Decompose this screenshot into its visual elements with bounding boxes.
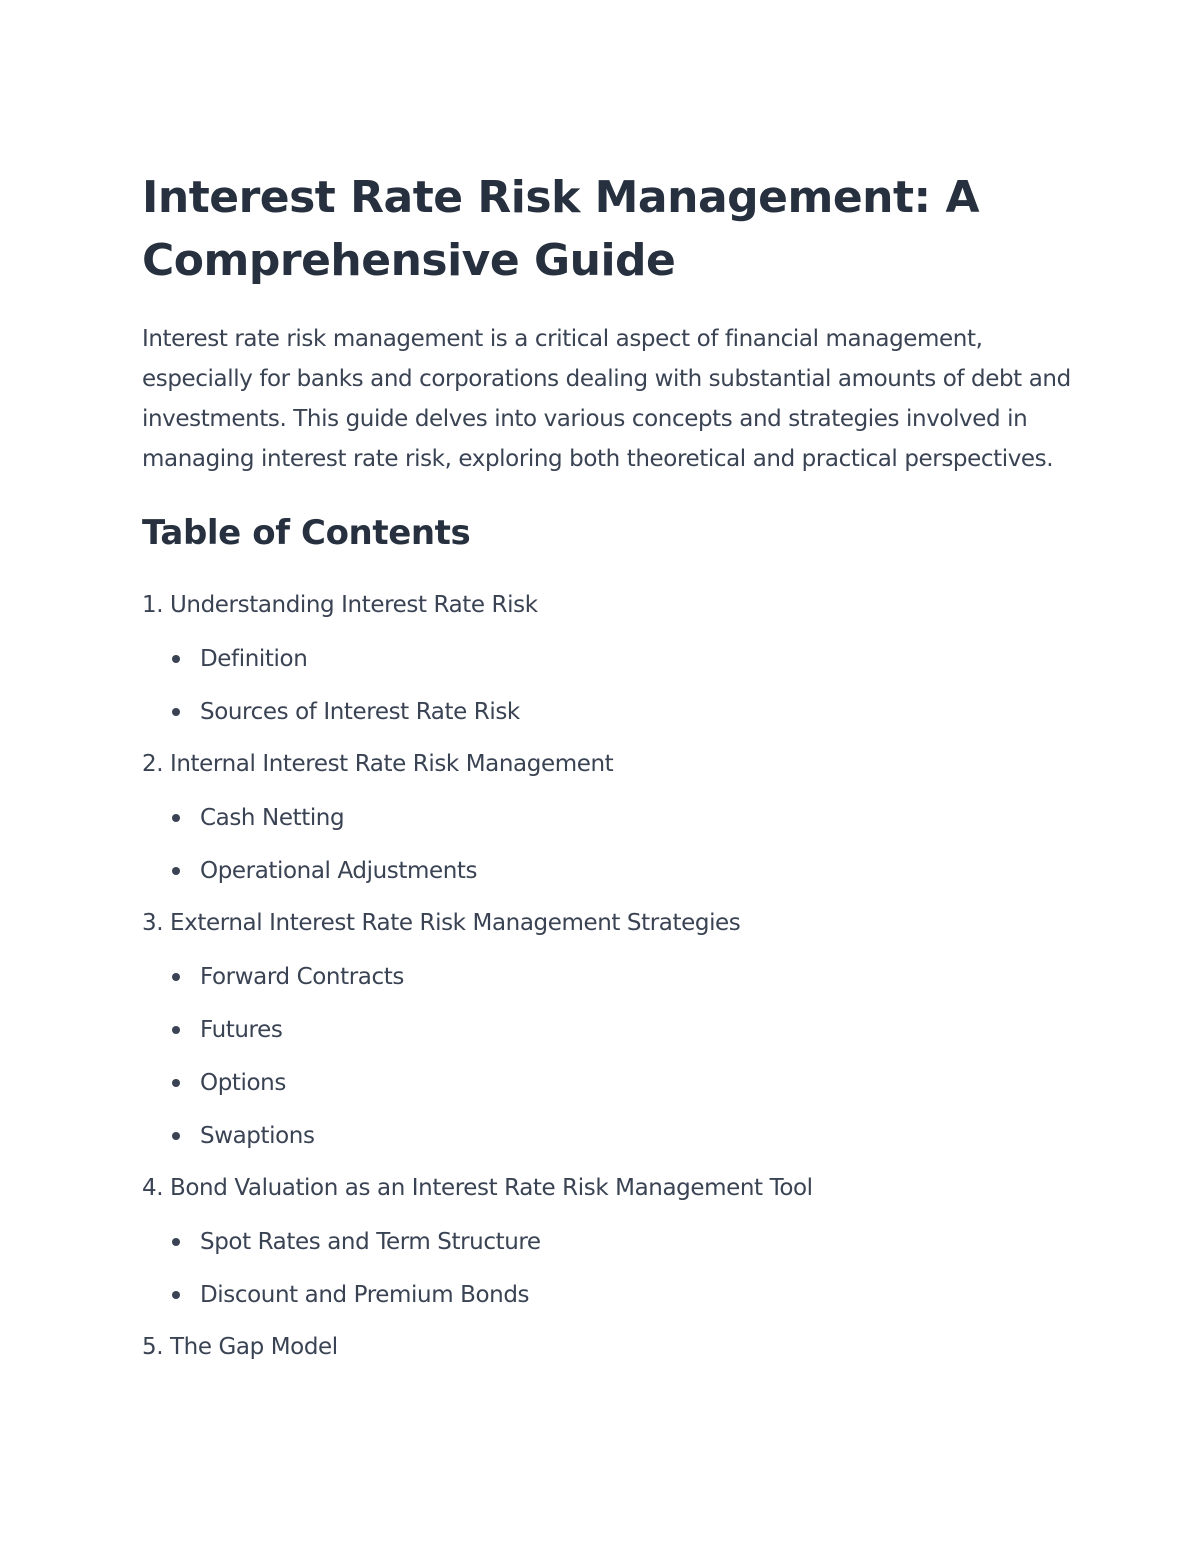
toc-subitem-label: Forward Contracts [200, 963, 404, 990]
toc-number: 5. [142, 1334, 164, 1360]
toc-subitem [142, 685, 1072, 738]
toc-subitem [142, 1215, 1072, 1268]
toc-entry-row [142, 579, 1072, 632]
toc-sublist [142, 791, 1072, 897]
bullet-icon [172, 1291, 180, 1299]
toc-subitem-label: Cash Netting [200, 804, 345, 831]
bullet-icon [172, 1079, 180, 1087]
toc-sublist [142, 1215, 1072, 1321]
toc-subitem [142, 1268, 1072, 1321]
toc-item [142, 897, 1072, 1162]
toc-number: 1. [142, 592, 164, 618]
toc-entry-row [142, 1162, 1072, 1215]
toc-list [142, 579, 1072, 1374]
toc-entry-row [142, 897, 1072, 950]
toc-subitem [142, 632, 1072, 685]
toc-number: 4. [142, 1175, 164, 1201]
bullet-icon [172, 867, 180, 875]
toc-heading: Table of Contents [142, 513, 471, 553]
bullet-icon [172, 1132, 180, 1140]
toc-subitem [142, 1056, 1072, 1109]
bullet-icon [172, 1026, 180, 1034]
toc-subitem-label: Options [200, 1069, 286, 1096]
toc-subitem [142, 791, 1072, 844]
toc-item [142, 579, 1072, 738]
bullet-icon [172, 973, 180, 981]
bullet-icon [172, 655, 180, 663]
bullet-icon [172, 1238, 180, 1246]
toc-item [142, 738, 1072, 897]
toc-subitem [142, 844, 1072, 897]
document-title: Interest Rate Risk Management: A Comprehensive Guide [142, 172, 979, 286]
toc-number: 2. [142, 751, 164, 777]
toc-subitem [142, 1003, 1072, 1056]
toc-item [142, 1162, 1072, 1321]
toc-subitem-label: Spot Rates and Term Structure [200, 1228, 541, 1255]
toc-subitem-label: Swaptions [200, 1122, 315, 1149]
bullet-icon [172, 814, 180, 822]
document-page [142, 166, 1072, 1374]
toc-sublist [142, 632, 1072, 738]
toc-subitem-label: Operational Adjustments [200, 857, 478, 884]
toc-entry-label: Internal Interest Rate Risk Management [170, 751, 614, 777]
toc-entry-label: External Interest Rate Risk Management Strategies [170, 910, 741, 936]
toc-subitem-label: Futures [200, 1016, 283, 1043]
toc-entry-row [142, 738, 1072, 791]
toc-subitem-label: Discount and Premium Bonds [200, 1281, 530, 1308]
toc-number: 3. [142, 910, 164, 936]
toc-entry-label: Bond Valuation as an Interest Rate Risk Management Tool [170, 1175, 813, 1201]
toc-subitem [142, 950, 1072, 1003]
intro-paragraph: Interest rate risk management is a critical aspect of financial management, especially for banks and corporations dealing with substantial amounts of debt and investments. This guide delves into various concepts and strategies involved in managing interest rate risk, exploring both theoretical and practical perspectives. [142, 326, 1071, 472]
bullet-icon [172, 708, 180, 716]
toc-subitem [142, 1109, 1072, 1162]
toc-entry-row [142, 1321, 1072, 1374]
toc-entry-label: Understanding Interest Rate Risk [170, 592, 538, 618]
toc-item [142, 1321, 1072, 1374]
toc-entry-label: The Gap Model [170, 1334, 338, 1360]
toc-subitem-label: Sources of Interest Rate Risk [200, 698, 520, 725]
toc-subitem-label: Definition [200, 645, 308, 672]
toc-sublist [142, 950, 1072, 1162]
